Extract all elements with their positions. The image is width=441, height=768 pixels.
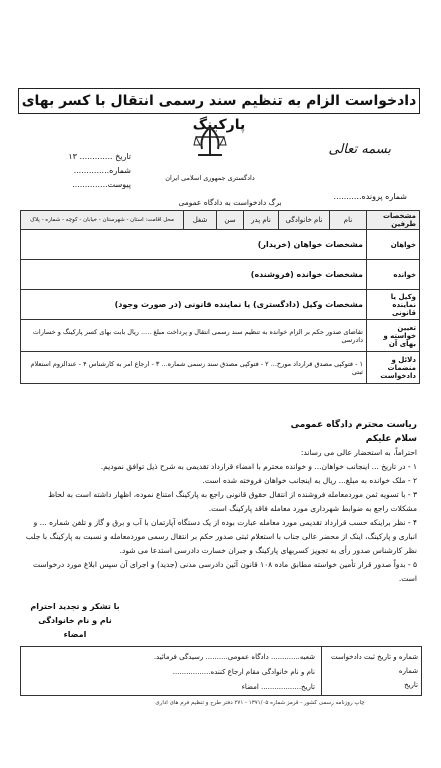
body-item: ۴ - نظر براینکه حسب قرارداد تقدیمی مورد معامله عبارت بوده از یک دستگاه آپارتمان با آب و برق و گاز و تلفن شماره ... و انباری و پارکینگ، اینک از محضر عالی جناب با استعلام ثبتی صدور حکم بر انتقال رسمی موردمعامله و نسبت به پارکینگ با جلب نظر کارشناس صدور رأی به تجویز کسربهای پارکینگ و جبران خسارت دادرسی استدعا می شود. <box>25 518 417 555</box>
petition-body <box>22 418 417 586</box>
registration-box <box>20 646 422 696</box>
row-label: خوانده <box>367 260 420 290</box>
row-content: ۱ - فتوکپی مصدق قرارداد مورخ... ۲ - فتوکپی مصدق سند رسمی شماره... ۳ - ارجاع امر به کارشناس ۴ - عندالزوم استعلام ثبتی <box>21 352 367 384</box>
body-item: ۲ - ملک خوانده به مبلغ... ریال به اینجانب خواهان فروخته شده است. <box>202 476 417 485</box>
row-label: خواهان <box>367 230 420 260</box>
table-header: سن <box>217 211 244 230</box>
iran-emblem-icon <box>190 125 230 161</box>
referral-branch: شعبه............. دادگاه عمومی.......... رسیدگی فرمائید. <box>153 653 315 661</box>
table-row <box>21 290 420 320</box>
row-content: تقاضای صدور حکم بر الزام خوانده به تنظیم سند رسمی انتقال و پرداخت مبلغ ..... ریال بابت بهای کسر پارکینگ و خسارات دادرسی <box>21 320 367 352</box>
document-title: دادخواست الزام به تنظیم سند رسمی انتقال با کسر بهای پارکینگ <box>18 88 420 114</box>
table-row <box>21 260 420 290</box>
date-field: تاریخ ............. ۱۳ <box>68 152 131 161</box>
ministry-name: دادگستری جمهوری اسلامی ایران <box>165 174 255 182</box>
table-header: محل اقامت: استان - شهرستان - خیابان - کوچه - شماره - پلاک <box>21 211 184 230</box>
registration-title: شماره و تاریخ ثبت دادخواست <box>330 653 418 661</box>
registration-date: تاریخ <box>404 681 418 689</box>
bismillah-logo: بسمه تعالی <box>328 142 391 157</box>
attachment-field: پیوست.............. <box>72 180 131 189</box>
table-header: نام پدر <box>244 211 279 230</box>
table-header: نام <box>330 211 367 230</box>
table-row <box>21 320 420 352</box>
referral-date-signature: تاریخ.................. امضاء <box>241 683 315 691</box>
number-field: شماره.............. <box>73 166 131 175</box>
table-row <box>21 352 420 384</box>
signature-thanks: با تشکر و تجدید احترام <box>30 602 120 611</box>
body-item: ۱ - در تاریخ ... اینجانب خواهان... و خوانده محترم با امضاء قرارداد تقدیمی به شرح ذیل توافق نمودیم. <box>100 462 417 471</box>
referral-authority: نام و نام خانوادگی مقام ارجاع کننده................. <box>172 668 315 676</box>
table-header: شغل <box>184 211 217 230</box>
table-header-row <box>21 211 420 230</box>
table-header: نام خانوادگی <box>279 211 330 230</box>
row-content: مشخصات وکیل (دادگستری) یا نماینده قانونی (در صورت وجود) <box>21 290 367 320</box>
table-row <box>21 230 420 260</box>
salutation: ریاست محترم دادگاه عمومی <box>290 420 417 430</box>
parties-table <box>20 210 420 384</box>
row-content: مشخصات خواهان (خریدار) <box>21 230 367 260</box>
header-meta <box>36 150 131 192</box>
table-header: مشخصات طرفین <box>367 211 420 230</box>
row-label: دلائل و منضمات دادخواست <box>367 352 420 384</box>
print-footer: چاپ روزنامه رسمی کشور - قرمز شماره ۱۳۷۱/۰۵ - ۲۷۱ دفتر طرح و تنظیم فرم های اداری <box>155 700 365 706</box>
row-content: مشخصات خوانده (فروشنده) <box>21 260 367 290</box>
case-number-field: شماره پرونده........... <box>333 192 407 201</box>
body-item: ۵ - بدواً صدور قرار تأمین خواسته مطابق ماده ۱۰۸ قانون آئین دادرسی مدنی (جدید) و اجرای آن سپس ابلاغ مورد درخواست است. <box>33 560 417 583</box>
row-label: وکیل یا نماینده قانونی <box>367 290 420 320</box>
body-item: ۳ - با تسویه ثمن موردمعامله فروشنده از انتقال حقوق قانونی راجع به پارکینگ امتناع نموده، اظهار داشته است به لحاظ مشکلات راجع به ضوابط شهرداری مورد معامله فاقد پارکینگ است. <box>48 490 417 513</box>
registration-info <box>321 647 421 695</box>
form-title: برگ دادخواست به دادگاه عمومی <box>178 198 282 207</box>
referral-info <box>21 647 321 695</box>
signature-name: نام و نام خانوادگی <box>38 616 112 625</box>
intro-line: احتراماً، به استحضار عالی می رساند: <box>300 448 417 457</box>
registration-number: شماره <box>398 667 418 675</box>
row-label: تعیین خواسته و بهای آن <box>367 320 420 352</box>
signature-label: امضاء <box>63 630 87 639</box>
greeting: سلام علیکم <box>365 434 417 444</box>
signature-block <box>30 600 120 642</box>
